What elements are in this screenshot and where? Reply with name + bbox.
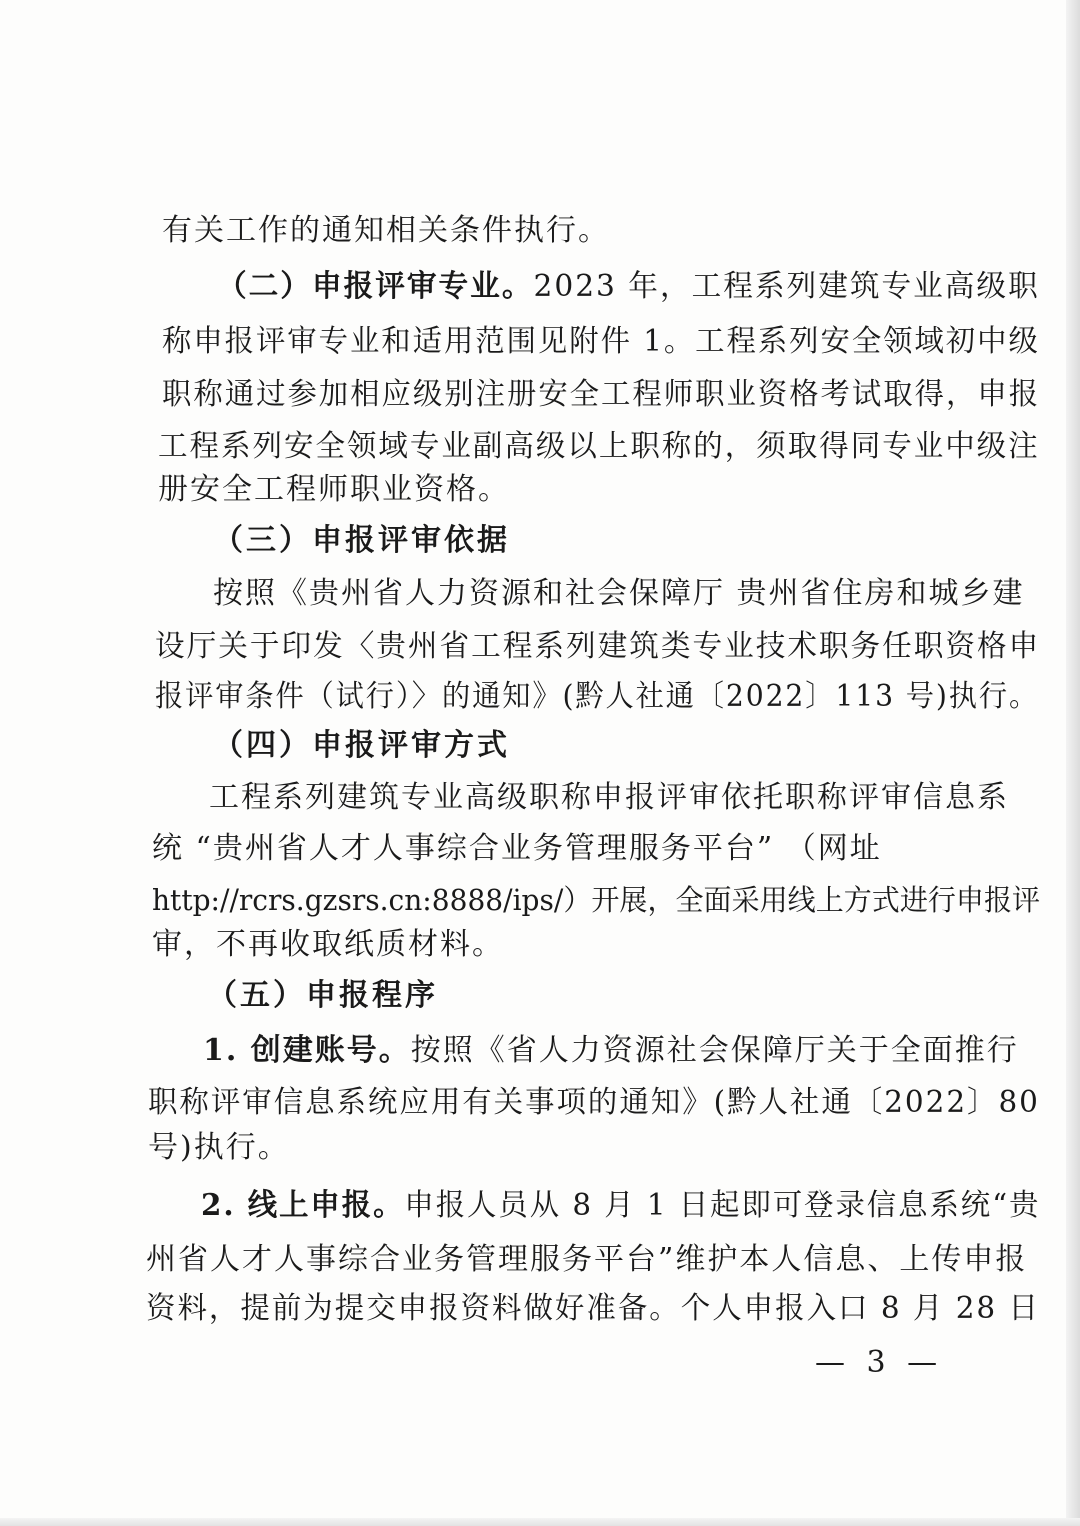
url-link[interactable]: http://rcrs.gzsrs.cn:8888/ips/）开展，全面采用线上方式进行申报评 [152,883,1041,917]
line-text: 统 “贵州省人才人事综合业务管理服务平台” （网址 [152,831,882,866]
line-text: 有关工作的通知相关条件执行。 [162,213,610,248]
body-line [162,211,610,251]
body-line [152,880,1040,920]
body-line [209,778,1009,818]
line-text: 设厅关于印发〈贵州省工程系列建筑类专业技术职务任职资格申 [155,629,1041,664]
line-text: 2023 年，工程系列建筑专业高级职 [533,269,1040,304]
body-line [201,1186,1040,1226]
line-text: 工程系列建筑专业高级职称申报评审依托职称评审信息系 [209,780,1009,815]
line-text: 职称评审信息系统应用有关事项的通知》(黔人社通〔2022〕80 [148,1085,1040,1120]
body-line [146,1289,1040,1329]
body-line [148,1128,290,1168]
body-line [158,470,510,510]
heading-text: （五）申报程序 [207,978,438,1013]
scan-edge-bottom [0,1518,1080,1526]
heading-text: （三）申报评审依据 [213,523,510,558]
body-line [162,375,1040,415]
heading-text: （四）申报评审方式 [213,728,510,763]
line-text: 按照《贵州省人力资源和社会保障厅 贵州省住房和城乡建 [213,576,1025,611]
line-text: 资料，提前为提交申报资料做好准备。个人申报入口 8 月 28 日 [146,1291,1040,1326]
line-text: 报评审条件（试行）〉的通知》(黔人社通〔2022〕113 号)执行。 [155,679,1040,714]
line-text: 册安全工程师职业资格。 [158,472,510,507]
body-line [203,1031,1019,1071]
page-number: — 3 — [815,1345,944,1380]
line-text: 工程系列安全领域专业副高级以上职称的，须取得同专业中级注 [158,429,1040,464]
line-text: 称申报评审专业和适用范围见附件 1。工程系列安全领域初中级 [162,324,1040,359]
line-text: 职称通过参加相应级别注册安全工程师职业资格考试取得，申报 [162,377,1041,412]
body-line [148,1083,1040,1123]
section-heading [213,726,510,766]
line-text: 申报人员从 8 月 1 日起即可登录信息系统“贵 [404,1188,1041,1223]
section-heading [207,976,438,1016]
section-heading [213,521,510,561]
body-line [217,267,1040,307]
line-text: 州省人才人事综合业务管理服务平台”维护本人信息、上传申报 [146,1242,1028,1277]
item-lead: 2. 线上申报。 [201,1188,405,1223]
body-line [158,427,1040,467]
scan-edge-right [1066,0,1080,1526]
body-line [162,322,1040,362]
body-line [152,925,504,965]
line-text: 按照《省人力资源社会保障厅关于全面推行 [410,1033,1019,1068]
body-line [155,627,1040,667]
body-line [213,574,1025,614]
item-lead: 1. 创建账号。 [203,1033,411,1068]
body-line [155,677,1039,717]
line-text: 审，不再收取纸质材料。 [152,927,504,962]
line-text: 号)执行。 [148,1130,290,1165]
body-line [152,829,882,869]
section-heading: （二）申报评审专业。 [217,269,534,304]
body-line [146,1240,1027,1280]
